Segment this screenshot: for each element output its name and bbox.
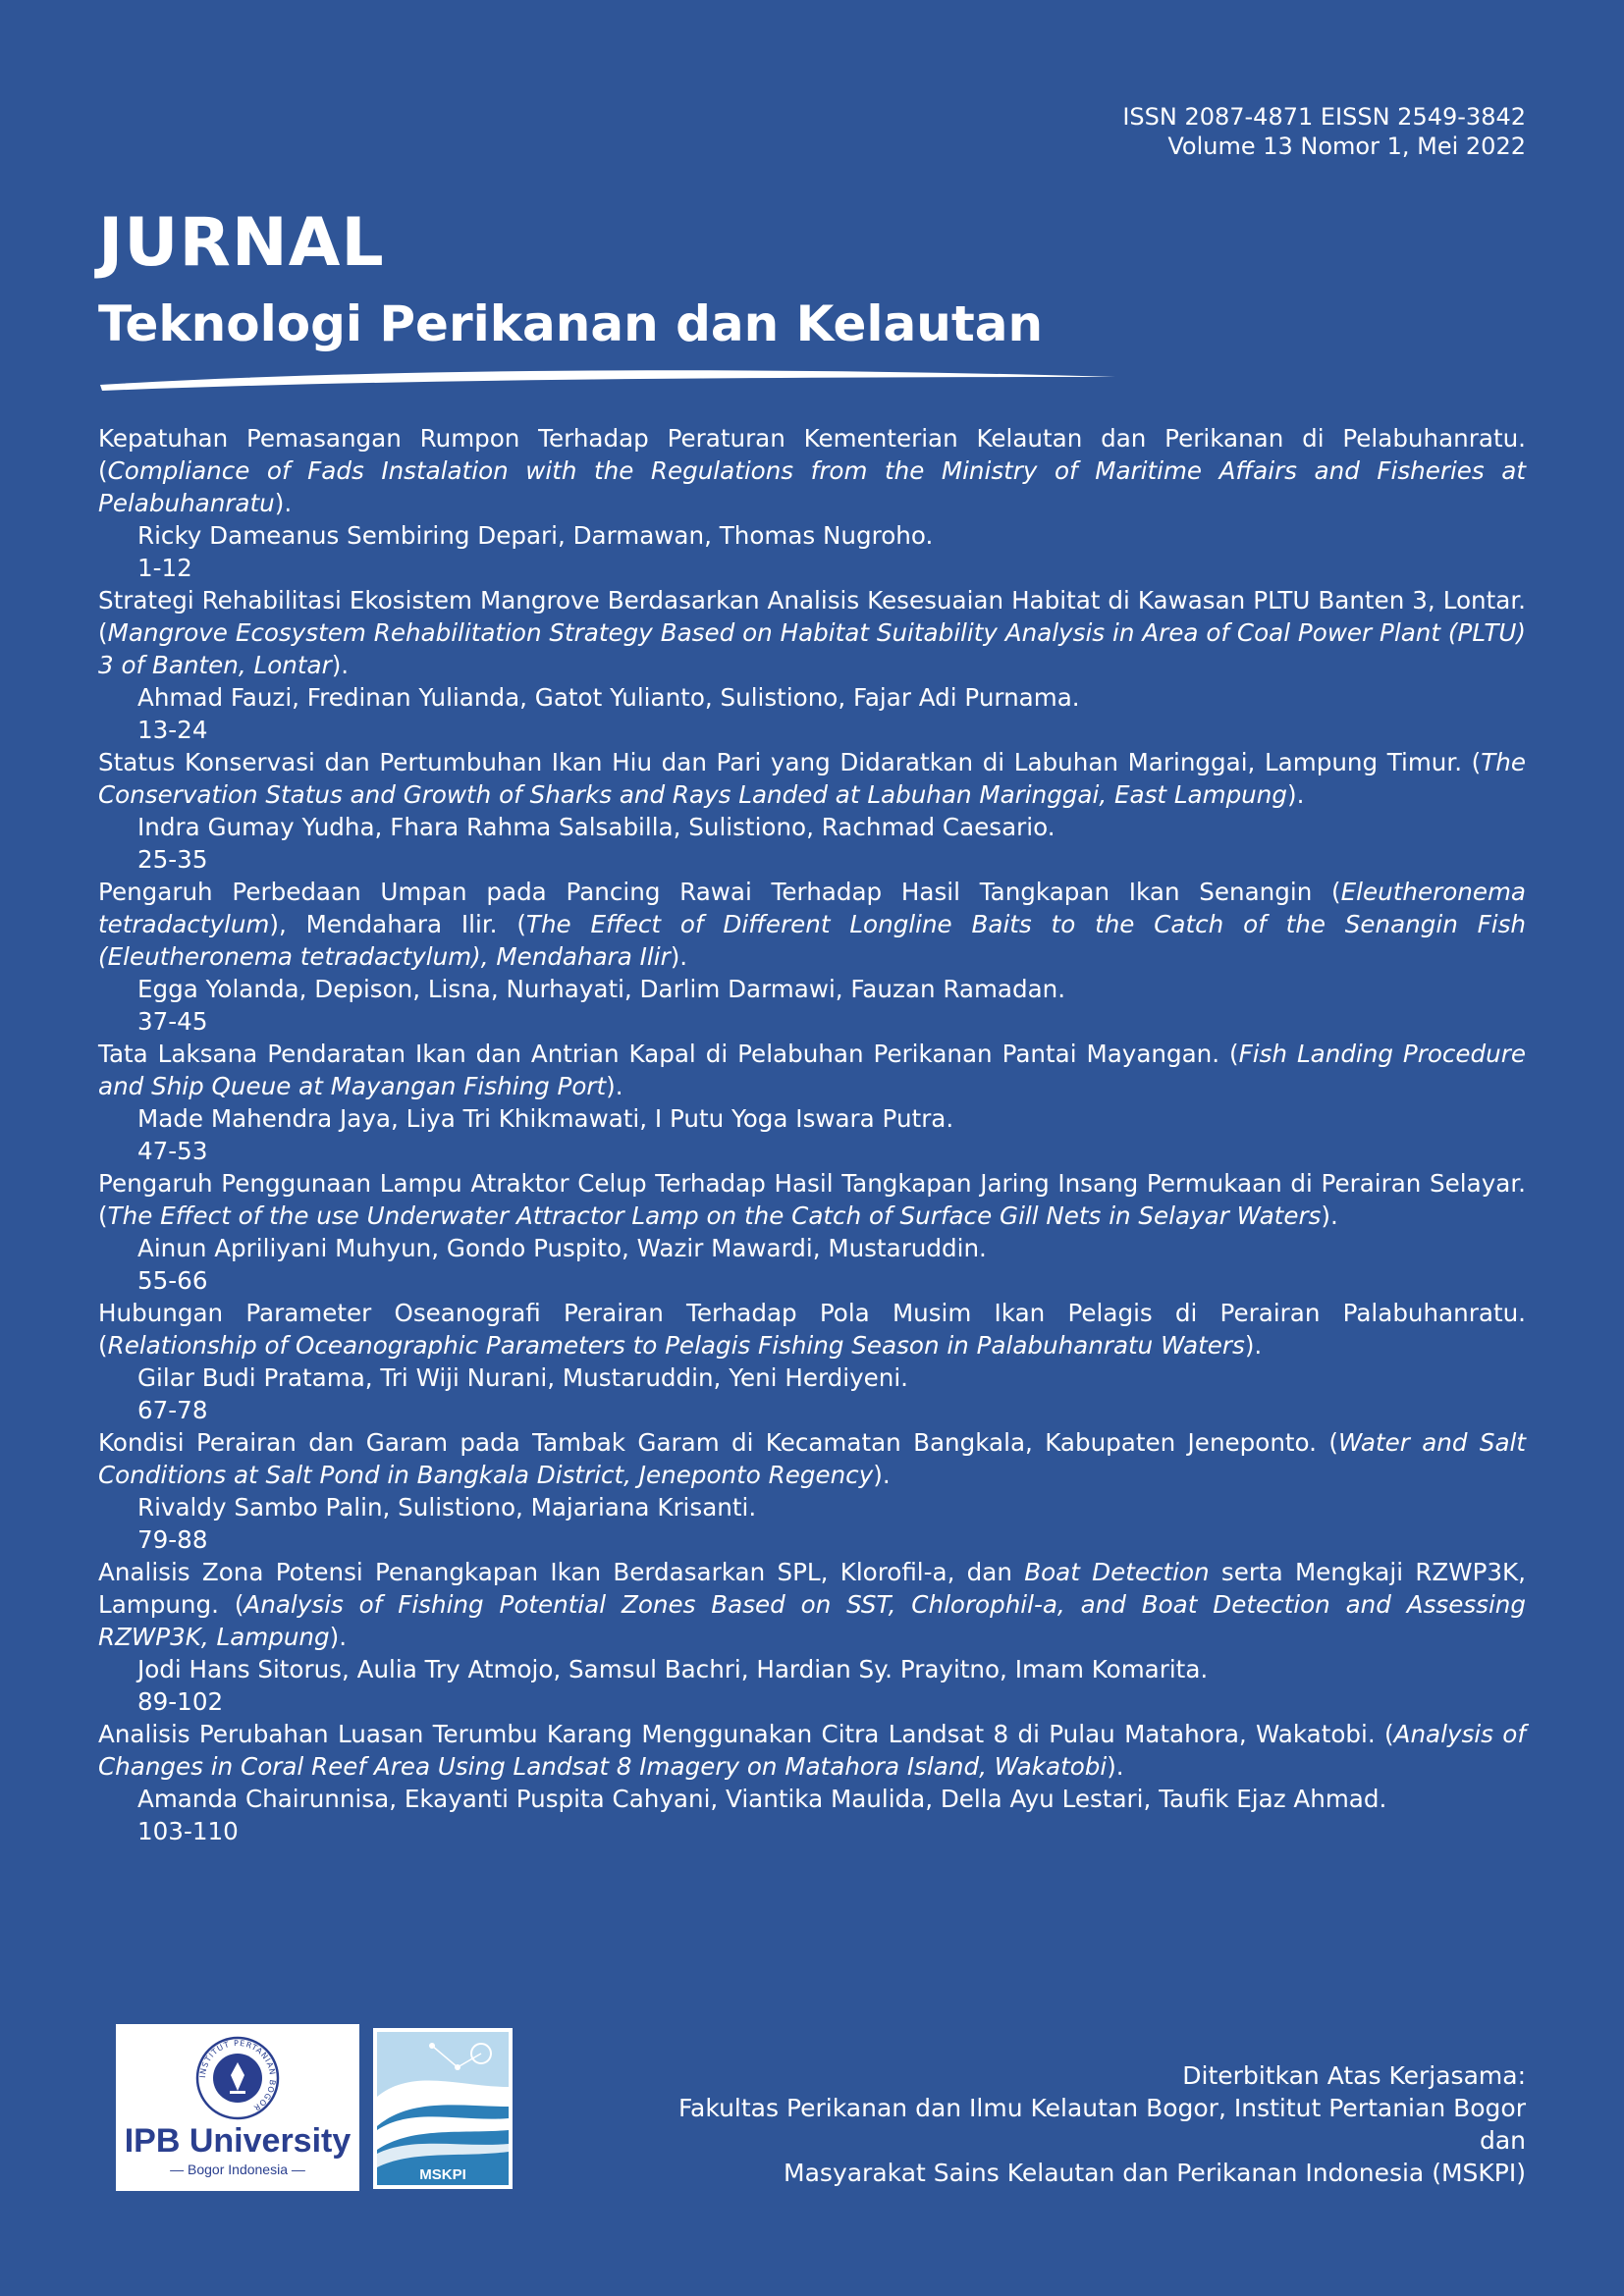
article-title-text: ), Mendahara Ilir. ( xyxy=(269,910,526,938)
article-title-text: Kondisi Perairan dan Garam pada Tambak Garam di Kecamatan Bangkala, Kabupaten Jeneponto. ( xyxy=(98,1428,1338,1457)
article-authors: Rivaldy Sambo Palin, Sulistiono, Majariana Krisanti. xyxy=(137,1493,757,1522)
article-title-english: Compliance of Fads Instalation with the Regulations from the Ministry of Maritime Affairs and Fisheries at Pelabuhanratu xyxy=(98,456,1526,517)
article-title-text: ). xyxy=(1321,1201,1338,1230)
publisher-block xyxy=(678,2059,1526,2189)
article-title-text: ). xyxy=(331,651,350,679)
publisher-conjunction: dan xyxy=(1479,2126,1526,2155)
article-title-text: Pengaruh Perbedaan Umpan pada Pancing Rawai Terhadap Hasil Tangkapan Ikan Senangin ( xyxy=(98,878,1341,906)
article-title-text: Status Konservasi dan Pertumbuhan Ikan Hiu dan Pari yang Didaratkan di Labuhan Maringgai, Lampung Timur. ( xyxy=(98,748,1482,776)
issn-block xyxy=(1122,102,1526,161)
ipb-seal-icon xyxy=(195,2036,280,2120)
article-title[interactable] xyxy=(98,1038,1526,1102)
title-underline-swoosh xyxy=(98,363,1119,393)
article-title-english: Mangrove Ecosystem Rehabilitation Strategy Based on Habitat Suitability Analysis in Area of Coal Power Plant (PLTU) 3 of Banten, Lontar xyxy=(98,618,1526,679)
article-authors: Jodi Hans Sitorus, Aulia Try Atmojo, Samsul Bachri, Hardian Sy. Prayitno, Imam Komarita. xyxy=(137,1655,1209,1683)
article-title-text: Kepatuhan Pemasangan Rumpon Terhadap Peraturan Kementerian Kelautan dan Perikanan di Pelabuhanratu. ( xyxy=(98,424,1526,485)
publisher-faculty: Fakultas Perikanan dan Ilmu Kelautan Bogor, Institut Pertanian Bogor xyxy=(677,2094,1526,2122)
article-title[interactable] xyxy=(98,746,1526,811)
masthead xyxy=(98,204,1043,355)
table-of-contents xyxy=(98,422,1526,1847)
article-pages: 47-53 xyxy=(137,1137,208,1165)
article-pages: 25-35 xyxy=(137,845,208,874)
article-title-text: Analisis Perubahan Luasan Terumbu Karang Menggunakan Citra Landsat 8 di Pulau Matahora, Wakatobi. ( xyxy=(98,1720,1394,1748)
article-title-text: ). xyxy=(606,1072,623,1100)
article-authors: Ricky Dameanus Sembiring Depari, Darmawan, Thomas Nugroho. xyxy=(137,521,934,550)
article-title-text: ). xyxy=(1244,1331,1263,1360)
article-entry xyxy=(98,422,1526,584)
article-title[interactable] xyxy=(98,1718,1526,1783)
article-entry xyxy=(98,1038,1526,1167)
article-title-text: ). xyxy=(1286,780,1305,809)
article-authors: Indra Gumay Yudha, Fhara Rahma Salsabilla, Sulistiono, Rachmad Caesario. xyxy=(137,813,1056,841)
ipb-location: — Bogor Indonesia — xyxy=(170,2162,305,2177)
article-title-text: ). xyxy=(274,489,293,517)
article-title[interactable] xyxy=(98,876,1526,973)
mskpi-label: MSKPI xyxy=(419,2166,466,2183)
article-title-english: Relationship of Oceanographic Parameters to Pelagis Fishing Season in Palabuhanratu Waters xyxy=(107,1331,1245,1360)
article-entry xyxy=(98,876,1526,1038)
article-authors: Ainun Apriliyani Muhyun, Gondo Puspito, Wazir Mawardi, Mustaruddin. xyxy=(137,1234,987,1262)
mskpi-emblem-icon xyxy=(373,2028,513,2189)
journal-title: Teknologi Perikanan dan Kelautan xyxy=(98,295,1044,352)
article-pages: 37-45 xyxy=(137,1007,208,1036)
ipb-university-logo xyxy=(116,2024,359,2191)
article-pages: 67-78 xyxy=(137,1396,208,1424)
article-title-english: Eleutheronema tetradactylum xyxy=(98,878,1526,938)
ipb-name: IPB University xyxy=(124,2122,352,2160)
article-title[interactable] xyxy=(98,584,1526,681)
ipb-seal-text: INSTITUT PERTANIAN BOGOR xyxy=(197,2038,278,2113)
article-authors: Gilar Budi Pratama, Tri Wiji Nurani, Mustaruddin, Yeni Herdiyeni. xyxy=(137,1363,908,1392)
volume-text: Volume 13 Nomor 1, Mei 2022 xyxy=(1167,133,1526,160)
article-title-text: ). xyxy=(873,1461,891,1489)
article-title[interactable] xyxy=(98,1297,1526,1362)
issn-text: ISSN 2087-4871 EISSN 2549-3842 xyxy=(1122,103,1526,131)
article-authors: Egga Yolanda, Depison, Lisna, Nurhayati, Darlim Darmawi, Fauzan Ramadan. xyxy=(137,975,1066,1003)
article-title-english: Water and Salt Conditions at Salt Pond in Bangkala District, Jeneponto Regency xyxy=(98,1428,1526,1489)
article-authors: Amanda Chairunnisa, Ekayanti Puspita Cahyani, Viantika Maulida, Della Ayu Lestari, Taufik Ejaz Ahmad. xyxy=(137,1785,1387,1813)
article-title-text: Tata Laksana Pendaratan Ikan dan Antrian Kapal di Pelabuhan Perikanan Pantai Mayangan. ( xyxy=(98,1040,1239,1068)
article-title-text: ). xyxy=(670,942,688,971)
article-pages: 89-102 xyxy=(137,1687,224,1716)
mskpi-logo xyxy=(373,2028,513,2189)
article-title-text: ). xyxy=(1107,1752,1124,1781)
article-title[interactable] xyxy=(98,1426,1526,1491)
article-title-english: Fish Landing Procedure and Ship Queue at Mayangan Fishing Port xyxy=(98,1040,1526,1100)
article-pages: 55-66 xyxy=(137,1266,208,1295)
article-pages: 103-110 xyxy=(137,1817,239,1845)
article-title-text: Analisis Zona Potensi Penangkapan Ikan Berdasarkan SPL, Klorofil-a, dan xyxy=(98,1558,1025,1586)
publisher-intro: Diterbitkan Atas Kerjasama: xyxy=(1182,2061,1526,2090)
article-title[interactable] xyxy=(98,422,1526,519)
article-title[interactable] xyxy=(98,1167,1526,1232)
journal-label: JURNAL xyxy=(98,204,385,282)
article-entry xyxy=(98,1426,1526,1556)
article-entry xyxy=(98,746,1526,876)
article-title-english: Boat Detection xyxy=(1024,1558,1210,1586)
article-entry xyxy=(98,1556,1526,1718)
article-title-text: Pengaruh Penggunaan Lampu Atraktor Celup Terhadap Hasil Tangkapan Jaring Insang Permukaan di Perairan Selayar. ( xyxy=(98,1169,1526,1230)
article-entry xyxy=(98,1167,1526,1297)
article-title-english: The Effect of the use Underwater Attractor Lamp on the Catch of Surface Gill Nets in Selayar Waters xyxy=(107,1201,1322,1230)
article-title-english: The Effect of Different Longline Baits to the Catch of the Senangin Fish (Eleutheronema tetradactylum), Mendahara Ilir xyxy=(98,910,1526,971)
article-title-text: serta Mengkaji RZWP3K, Lampung. ( xyxy=(98,1558,1526,1619)
article-pages: 79-88 xyxy=(137,1525,208,1554)
article-entry xyxy=(98,584,1526,746)
article-title-text: Strategi Rehabilitasi Ekosistem Mangrove Berdasarkan Analisis Kesesuaian Habitat di Kawasan PLTU Banten 3, Lontar. ( xyxy=(98,586,1526,647)
article-title-english: The Conservation Status and Growth of Sharks and Rays Landed at Labuhan Maringgai, East Lampung xyxy=(98,748,1526,809)
article-authors: Ahmad Fauzi, Fredinan Yulianda, Gatot Yulianto, Sulistiono, Fajar Adi Purnama. xyxy=(137,683,1080,712)
article-title-text: Hubungan Parameter Oseanografi Perairan Terhadap Pola Musim Ikan Pelagis di Perairan Palabuhanratu. ( xyxy=(98,1299,1526,1360)
article-entry xyxy=(98,1718,1526,1847)
article-title-text: ). xyxy=(329,1623,348,1651)
article-title-english: Analysis of Fishing Potential Zones Based on SST, Chlorophil-a, and Boat Detection and Assessing RZWP3K, Lampung xyxy=(98,1590,1526,1651)
article-pages: 1-12 xyxy=(137,554,192,582)
article-entry xyxy=(98,1297,1526,1426)
article-title[interactable] xyxy=(98,1556,1526,1653)
article-title-english: Analysis of Changes in Coral Reef Area Using Landsat 8 Imagery on Matahora Island, Wakatobi xyxy=(98,1720,1526,1781)
article-authors: Made Mahendra Jaya, Liya Tri Khikmawati, I Putu Yoga Iswara Putra. xyxy=(137,1104,954,1133)
publisher-society: Masyarakat Sains Kelautan dan Perikanan Indonesia (MSKPI) xyxy=(784,2159,1526,2187)
article-pages: 13-24 xyxy=(137,716,208,744)
